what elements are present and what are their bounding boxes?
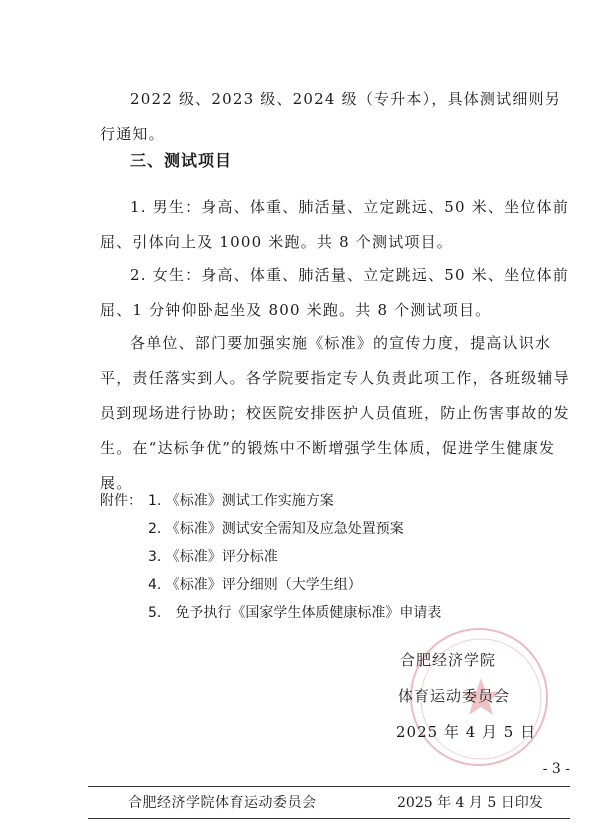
- section-heading: 三、测试项目: [130, 151, 233, 170]
- attachment-item: 2. 《标准》测试安全需知及应急处置预案: [148, 521, 404, 537]
- footer-issue-date: 2025 年 4 月 5 日印发: [397, 795, 543, 811]
- footer-issuer: 合肥经济学院体育运动委员会: [128, 795, 317, 811]
- attachment-item: 4. 《标准》评分细则（大学生组）: [148, 577, 362, 593]
- attachment-item: 3. 《标准》评分标准: [148, 549, 278, 565]
- signature-organization: 合肥经济学院: [400, 651, 497, 669]
- footer-top-rule: [88, 786, 570, 787]
- paragraph-male-items: 1. 男生：身高、体重、肺活量、立定跳远、50 米、坐位体前屈、引体向上及 1000 米跑。共 8 个测试项目。: [100, 198, 569, 251]
- page-number: - 3 -: [542, 761, 570, 777]
- footer-bottom-rule: [88, 818, 570, 819]
- signature-date: 2025 年 4 月 5 日: [396, 723, 537, 741]
- attachment-item: 1. 《标准》测试工作实施方案: [148, 493, 334, 509]
- signature-committee: 体育运动委员会: [398, 687, 511, 705]
- attachment-item: 5. 免予执行《国家学生体质健康标准》申请表: [148, 605, 442, 621]
- paragraph-requirements: 各单位、部门要加强实施《标准》的宣传力度，提高认识水平，责任落实到人。各学院要指定专人负责此项工作，各班级辅导员到现场进行协助；校医院安排医护人员值班，防止伤害事故的发生。在“达标争优”的锻炼中不断增强学生体质，促进学生健康发展。: [100, 334, 570, 492]
- attachments-list: [148, 487, 441, 627]
- paragraph-grades-notice: 2022 级、2023 级、2024 级（专升本），具体测试细则另行通知。: [100, 90, 561, 143]
- attachments-label: 附件：: [100, 493, 142, 509]
- paragraph-female-items: 2. 女生：身高、体重、肺活量、立定跳远、50 米、坐位体前屈、1 分钟仰卧起坐及 800 米跑。共 8 个测试项目。: [100, 266, 569, 319]
